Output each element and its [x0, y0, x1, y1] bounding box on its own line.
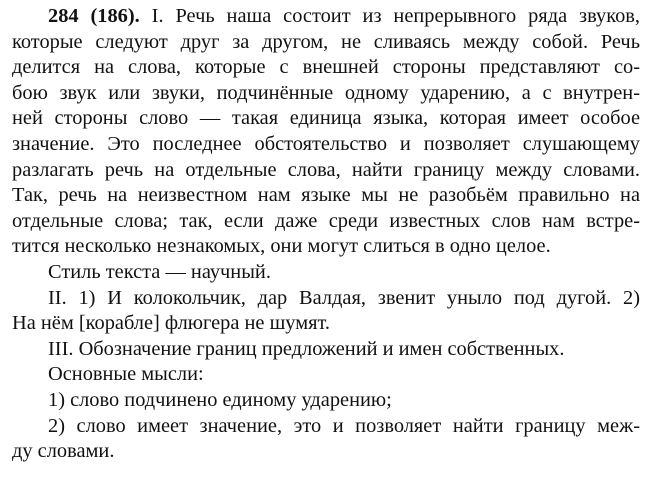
part1-line-1-text: I. Речь наша состоит из непрерывного ряда звуков, — [139, 5, 640, 27]
idea-2-line-1: 2) слово имеет значение, это и позволяет найти границу меж- — [48, 414, 640, 437]
main-ideas-heading: Основные мысли: — [48, 363, 204, 386]
exercise-number: 284 (186). — [48, 5, 140, 27]
part1-line-9: отдельные слова; так, если даже среди известных слов нам встре- — [12, 209, 640, 232]
part1-line-5: ней стороны слово — такая единица языка, которая имеет особое — [12, 107, 640, 130]
part1-line-6: значение. Это последнее обстоятельство и позволяет слушающему — [12, 132, 640, 155]
part2-line-1: II. 1) И колокольчик, дар Валдая, звенит уныло под дугой. 2) — [48, 286, 640, 309]
part3-line: III. Обозначение границ предложений и имен собственных. — [48, 337, 565, 360]
part1-line-1 — [12, 4, 640, 30]
part1-line-7: разлагать речь на отдельные слова, найти границу между словами. — [12, 158, 640, 181]
part1-line-3: делится на слова, которые с внешней стороны представляют со- — [12, 56, 640, 79]
part1-line-8: Так, речь на неизвестном нам языке мы не разобьём правильно на — [12, 184, 640, 207]
part2-line-2: На нём [корабле] флюгера не шумят. — [12, 312, 330, 335]
idea-1: 1) слово подчинено единому ударению; — [48, 388, 392, 411]
part1-line-2: которые следуют друг за другом, не сливаясь между собой. Речь — [12, 30, 640, 53]
style-line: Стиль текста — научный. — [48, 260, 271, 283]
idea-2-line-2: ду словами. — [12, 440, 115, 463]
part1-line-4: бою звук или звуки, подчинённые одному ударению, а с внутрен- — [12, 81, 640, 104]
part1-line-10: тится несколько незнакомых, они могут слиться в одно целое. — [12, 235, 551, 258]
